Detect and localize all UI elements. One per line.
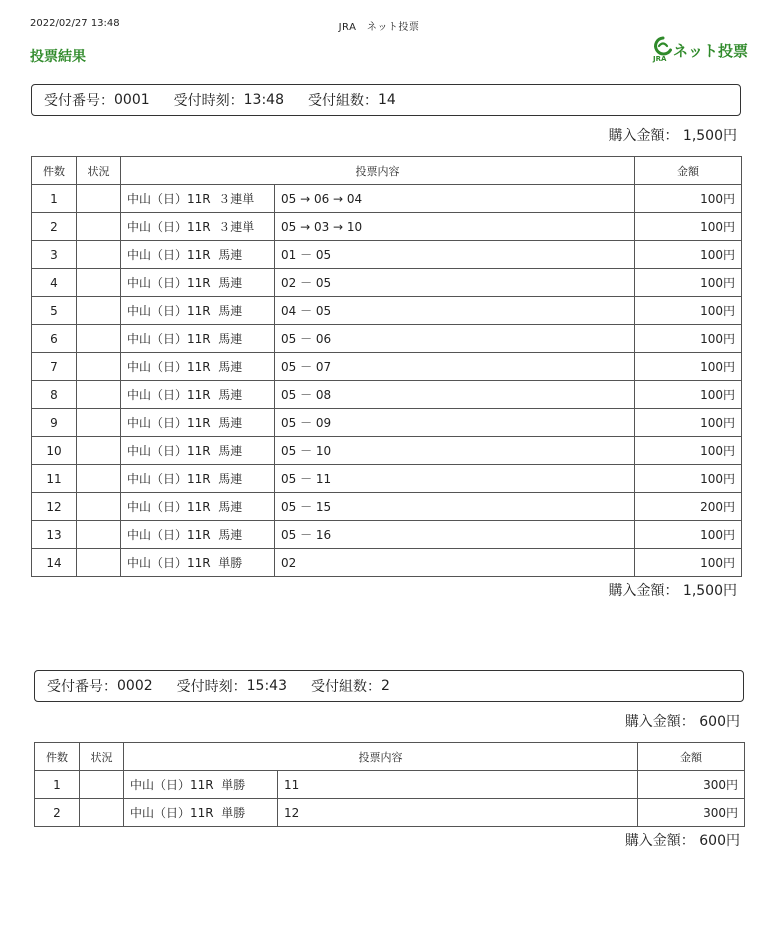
receipt-section-1 — [31, 84, 741, 605]
row-number: 9 — [32, 409, 77, 437]
row-race: 中山（日）11R 馬連 — [121, 325, 275, 353]
row-amount: 100円 — [635, 297, 742, 325]
receipt-time-label: 受付時刻： — [176, 679, 247, 695]
row-status — [77, 549, 121, 577]
row-amount: 100円 — [635, 353, 742, 381]
purchase-total-top — [34, 702, 744, 742]
row-status — [80, 799, 124, 827]
row-status — [77, 465, 121, 493]
row-status — [77, 521, 121, 549]
row-selection: 05 － 08 — [275, 381, 635, 409]
receipt-time: 13:48 — [243, 92, 284, 108]
row-selection: 05 － 11 — [275, 465, 635, 493]
bet-rows — [32, 185, 742, 577]
receipt-count-label: 受付組数： — [311, 679, 381, 695]
table-row — [32, 241, 742, 269]
table-row — [32, 465, 742, 493]
row-amount: 200円 — [635, 493, 742, 521]
row-number: 3 — [32, 241, 77, 269]
receipt-time-label: 受付時刻： — [173, 93, 244, 109]
row-race: 中山（日）11R 馬連 — [121, 521, 275, 549]
header-amount: 金額 — [635, 157, 742, 185]
row-amount: 100円 — [635, 269, 742, 297]
header-content: 投票内容 — [124, 743, 638, 771]
row-selection: 05 → 03 → 10 — [275, 213, 635, 241]
logo-jra-text: JRA — [653, 55, 667, 63]
row-number: 1 — [32, 185, 77, 213]
row-number: 12 — [32, 493, 77, 521]
row-number: 2 — [32, 213, 77, 241]
row-amount: 100円 — [635, 409, 742, 437]
table-header-row — [32, 157, 742, 185]
row-race: 中山（日）11R 馬連 — [121, 297, 275, 325]
purchase-total-value: 600円 — [699, 714, 740, 730]
table-row — [35, 771, 745, 799]
row-amount: 100円 — [635, 241, 742, 269]
table-row — [32, 213, 742, 241]
header-status: 状況 — [77, 157, 121, 185]
purchase-total-label: 購入金額： — [608, 128, 679, 144]
purchase-total-value: 1,500円 — [682, 583, 737, 599]
table-row — [32, 549, 742, 577]
row-selection: 02 － 05 — [275, 269, 635, 297]
row-race: 中山（日）11R 単勝 — [124, 799, 278, 827]
row-status — [80, 771, 124, 799]
purchase-total-label: 購入金額： — [608, 583, 679, 599]
purchase-total-label: 購入金額： — [624, 714, 695, 730]
purchase-total-label: 購入金額： — [624, 833, 695, 849]
row-number: 14 — [32, 549, 77, 577]
row-amount: 100円 — [635, 185, 742, 213]
bet-rows — [35, 771, 745, 827]
row-amount: 100円 — [635, 213, 742, 241]
row-race: 中山（日）11R ３連単 — [121, 185, 275, 213]
row-amount: 300円 — [638, 771, 745, 799]
header-count: 件数 — [32, 157, 77, 185]
receipt-info-box — [31, 84, 741, 116]
table-row — [32, 185, 742, 213]
row-status — [77, 213, 121, 241]
row-number: 7 — [32, 353, 77, 381]
print-date: 2022/02/27 13:48 — [30, 18, 120, 29]
row-number: 10 — [32, 437, 77, 465]
receipt-section-2 — [34, 670, 744, 855]
row-number: 11 — [32, 465, 77, 493]
table-row — [32, 297, 742, 325]
receipt-number: 0002 — [117, 678, 153, 694]
receipt-count: 14 — [378, 92, 396, 108]
row-number: 4 — [32, 269, 77, 297]
row-selection: 12 — [278, 799, 638, 827]
row-amount: 100円 — [635, 549, 742, 577]
row-status — [77, 409, 121, 437]
row-race: 中山（日）11R 馬連 — [121, 409, 275, 437]
row-status — [77, 269, 121, 297]
row-amount: 100円 — [635, 381, 742, 409]
purchase-total-top — [31, 116, 741, 156]
receipt-count: 2 — [381, 678, 390, 694]
row-selection: 05 － 15 — [275, 493, 635, 521]
bet-table — [31, 156, 742, 577]
purchase-total-bottom — [31, 577, 741, 605]
table-row — [32, 521, 742, 549]
row-status — [77, 297, 121, 325]
row-race: 中山（日）11R ３連単 — [121, 213, 275, 241]
logo-text: ネット投票 — [673, 42, 749, 60]
row-race: 中山（日）11R 馬連 — [121, 241, 275, 269]
row-selection: 05 → 06 → 04 — [275, 185, 635, 213]
receipt-number: 0001 — [114, 92, 150, 108]
row-selection: 02 — [275, 549, 635, 577]
bet-table — [34, 742, 745, 827]
row-amount: 100円 — [635, 437, 742, 465]
row-status — [77, 325, 121, 353]
row-status — [77, 493, 121, 521]
table-row — [32, 381, 742, 409]
header-count: 件数 — [35, 743, 80, 771]
row-selection: 05 － 07 — [275, 353, 635, 381]
row-selection: 05 － 09 — [275, 409, 635, 437]
row-selection: 05 － 10 — [275, 437, 635, 465]
header-amount: 金額 — [638, 743, 745, 771]
receipt-number-label: 受付番号： — [47, 679, 117, 695]
row-selection: 01 － 05 — [275, 241, 635, 269]
row-status — [77, 381, 121, 409]
purchase-total-value: 600円 — [699, 833, 740, 849]
row-race: 中山（日）11R 馬連 — [121, 465, 275, 493]
jra-net-vote-logo — [652, 36, 752, 66]
page-title: 投票結果 — [30, 49, 86, 65]
row-amount: 100円 — [635, 465, 742, 493]
table-row — [32, 437, 742, 465]
row-number: 6 — [32, 325, 77, 353]
receipt-time: 15:43 — [246, 678, 287, 694]
row-race: 中山（日）11R 馬連 — [121, 493, 275, 521]
purchase-total-bottom — [34, 827, 744, 855]
row-selection: 05 － 06 — [275, 325, 635, 353]
row-status — [77, 437, 121, 465]
row-status — [77, 353, 121, 381]
row-amount: 100円 — [635, 521, 742, 549]
row-race: 中山（日）11R 馬連 — [121, 381, 275, 409]
table-row — [32, 353, 742, 381]
row-number: 13 — [32, 521, 77, 549]
table-row — [32, 325, 742, 353]
row-selection: 05 － 16 — [275, 521, 635, 549]
receipt-count-label: 受付組数： — [308, 93, 378, 109]
receipt-info-box — [34, 670, 744, 702]
table-header-row — [35, 743, 745, 771]
receipt-number-label: 受付番号： — [44, 93, 114, 109]
row-race: 中山（日）11R 馬連 — [121, 269, 275, 297]
row-number: 8 — [32, 381, 77, 409]
row-number: 5 — [32, 297, 77, 325]
table-row — [35, 799, 745, 827]
row-number: 2 — [35, 799, 80, 827]
print-title: JRA ネット投票 — [338, 22, 420, 33]
row-number: 1 — [35, 771, 80, 799]
row-race: 中山（日）11R 馬連 — [121, 437, 275, 465]
row-status — [77, 185, 121, 213]
purchase-total-value: 1,500円 — [682, 128, 737, 144]
table-row — [32, 409, 742, 437]
table-row — [32, 493, 742, 521]
row-amount: 100円 — [635, 325, 742, 353]
row-race: 中山（日）11R 単勝 — [121, 549, 275, 577]
row-selection: 04 － 05 — [275, 297, 635, 325]
row-race: 中山（日）11R 単勝 — [124, 771, 278, 799]
header-status: 状況 — [80, 743, 124, 771]
row-amount: 300円 — [638, 799, 745, 827]
header-content: 投票内容 — [121, 157, 635, 185]
row-selection: 11 — [278, 771, 638, 799]
row-race: 中山（日）11R 馬連 — [121, 353, 275, 381]
table-row — [32, 269, 742, 297]
row-status — [77, 241, 121, 269]
